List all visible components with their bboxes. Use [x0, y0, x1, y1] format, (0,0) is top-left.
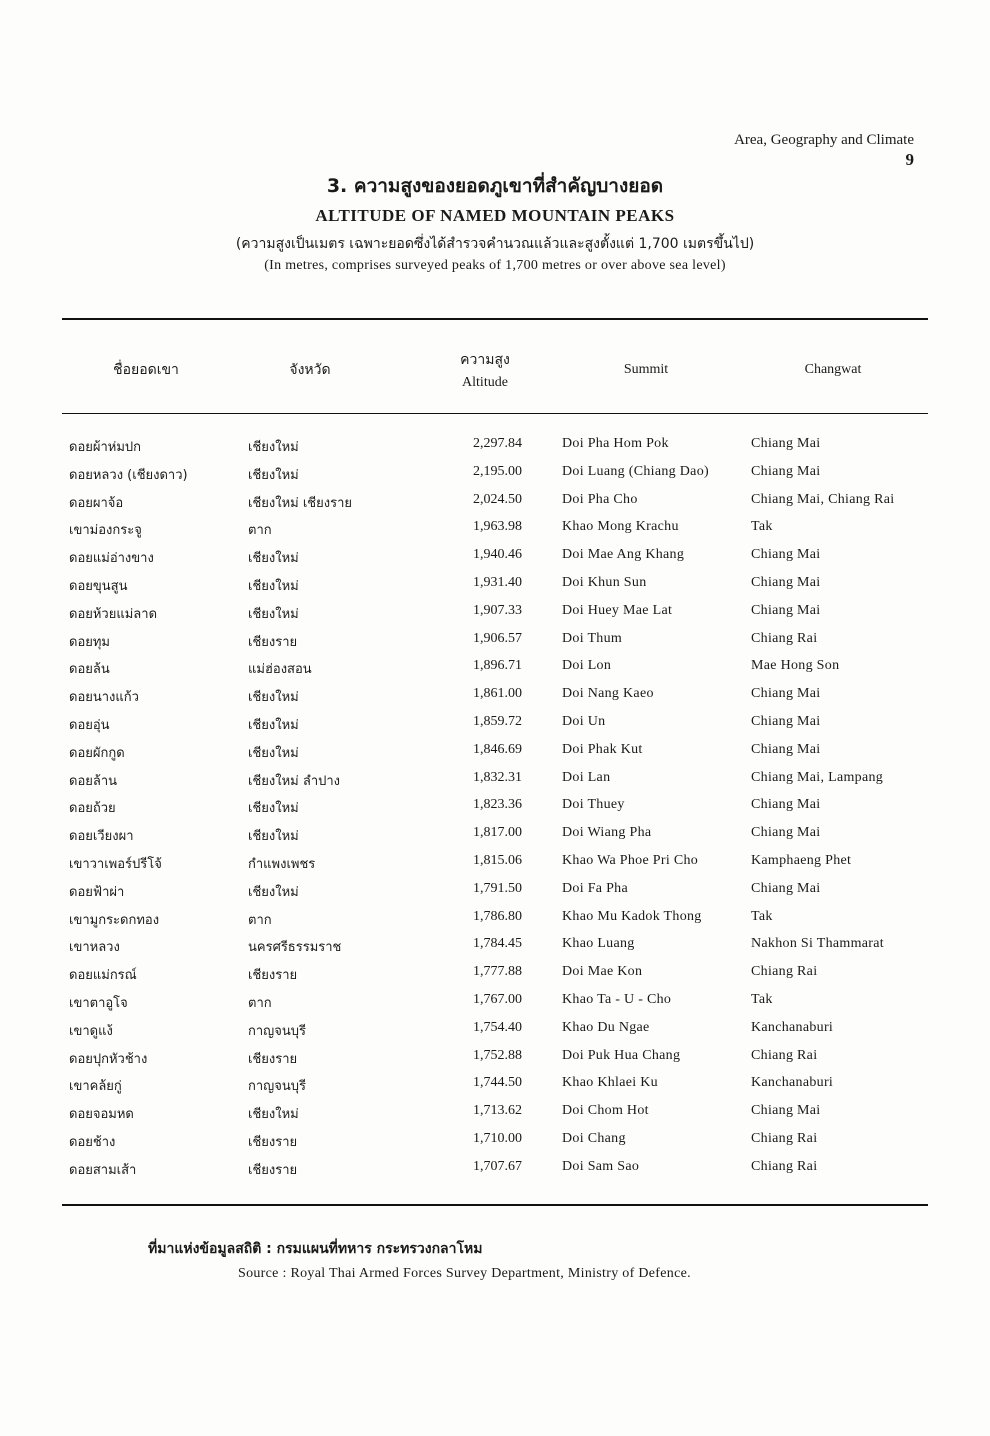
- changwat-name: Chiang Mai: [751, 602, 821, 618]
- changwat-name: Tak: [751, 908, 773, 924]
- summit-name: Doi Lon: [562, 658, 612, 674]
- altitude-value: 1,906.57: [473, 630, 522, 646]
- summit-name: Doi Chang: [562, 1130, 626, 1146]
- province-thai: เชียงราย: [248, 1134, 298, 1150]
- peak-name-thai: ดอยขุนสูน: [69, 578, 128, 594]
- table-subtitle-thai: (ความสูงเป็นเมตร เฉพาะยอดซึ่งได้สำรวจคำนวณแล้วและสูงตั้งแต่ 1,700 เมตรขึ้นไป): [235, 236, 755, 252]
- table-row: [0, 628, 990, 656]
- altitude-value: 1,710.00: [473, 1130, 522, 1146]
- section-title: Area, Geography and Climate: [734, 132, 914, 148]
- table-row: [0, 433, 990, 461]
- source-english: Source : Royal Thai Armed Forces Survey Department, Ministry of Defence.: [238, 1266, 691, 1281]
- source-thai: ที่มาแห่งข้อมูลสถิติ : กรมแผนที่ทหาร กระทรวงกลาโหม: [148, 1241, 483, 1257]
- peak-name-thai: ดอยทุม: [69, 634, 111, 650]
- province-thai: เชียงราย: [248, 1162, 298, 1178]
- summit-name: Doi Un: [562, 713, 606, 729]
- province-thai: เชียงใหม่: [248, 606, 299, 622]
- summit-name: Doi Mae Ang Khang: [562, 547, 685, 563]
- running-head: [734, 131, 914, 169]
- peak-name-thai: เขาม่องกระจู: [69, 523, 142, 539]
- altitude-value: 1,861.00: [473, 686, 522, 702]
- province-thai: เชียงใหม่: [248, 690, 299, 706]
- changwat-name: Chiang Rai: [751, 964, 818, 980]
- peak-name-thai: ดอยห้วยแม่ลาด: [69, 606, 158, 622]
- peak-name-thai: เขามูกระดกทอง: [69, 912, 160, 928]
- changwat-name: Kanchanaburi: [751, 1075, 834, 1091]
- summit-name: Doi Nang Kaeo: [562, 686, 654, 702]
- peak-name-thai: เขาตาอูโจ: [69, 995, 128, 1011]
- province-thai: ตาก: [248, 912, 272, 928]
- changwat-name: Chiang Mai: [751, 713, 821, 729]
- peak-name-thai: ดอยแม่กรณ์: [69, 968, 137, 984]
- changwat-name: Chiang Mai: [751, 436, 821, 451]
- summit-name: Khao Du Ngae: [562, 1019, 650, 1035]
- header-name-thai: ชื่อยอดเขา: [113, 362, 179, 378]
- table-row: [0, 767, 990, 795]
- province-thai: เชียงใหม่: [248, 884, 299, 900]
- peak-name-thai: ดอยฟ้าผ่า: [69, 884, 125, 900]
- changwat-name: Chiang Mai: [751, 547, 821, 563]
- summit-name: Khao Mong Krachu: [562, 519, 679, 535]
- table-row: [0, 544, 990, 572]
- changwat-name: Chiang Mai: [751, 686, 821, 702]
- changwat-name: Chiang Rai: [751, 1047, 818, 1063]
- table-row: [0, 1072, 990, 1100]
- province-thai: กาญจนบุรี: [248, 1023, 306, 1039]
- summit-name: Doi Thum: [562, 630, 623, 646]
- altitude-value: 1,931.40: [473, 574, 522, 590]
- summit-name: Doi Lan: [562, 769, 611, 785]
- table-bottom-rule: [62, 1204, 928, 1206]
- peak-name-thai: ดอยผาจ้อ: [69, 495, 124, 511]
- altitude-value: 1,786.80: [473, 908, 522, 924]
- province-thai: เชียงใหม่: [248, 467, 299, 483]
- summit-name: Doi Huey Mae Lat: [562, 602, 673, 618]
- province-thai: เชียงใหม่: [248, 717, 299, 733]
- peak-name-thai: ดอยล้าน: [69, 773, 118, 789]
- table-row: [0, 906, 990, 934]
- province-thai: เชียงใหม่: [248, 829, 299, 845]
- summit-name: Doi Chom Hot: [562, 1103, 649, 1119]
- table-title-thai: 3. ความสูงของยอดภูเขาที่สำคัญบางยอด: [326, 175, 664, 197]
- peak-name-thai: ดอยถ้วย: [69, 801, 116, 817]
- peak-name-thai: เขาคล้ยกู่: [69, 1079, 122, 1095]
- header-altitude-english: Altitude: [462, 375, 508, 390]
- peak-name-thai: ดอยปุกหัวช้าง: [69, 1051, 148, 1067]
- changwat-name: Kamphaeng Phet: [751, 852, 852, 868]
- summit-name: Doi Fa Pha: [562, 880, 628, 896]
- changwat-name: Nakhon Si Thammarat: [751, 936, 884, 952]
- altitude-value: 2,024.50: [473, 491, 522, 507]
- altitude-value: 1,907.33: [473, 602, 522, 618]
- table-row: [0, 711, 990, 739]
- peak-name-thai: ดอยจอมหด: [69, 1107, 134, 1123]
- altitude-value: 1,784.45: [473, 936, 522, 952]
- peak-name-thai: เขาวาเพอร์ปรีโจ้: [69, 856, 162, 872]
- table-header-rule: [62, 413, 928, 414]
- province-thai: ตาก: [248, 995, 272, 1011]
- summit-name: Doi Thuey: [562, 797, 625, 813]
- summit-name: Doi Phak Kut: [562, 741, 643, 757]
- altitude-value: 1,846.69: [473, 741, 522, 757]
- province-thai: นครศรีธรรมราช: [248, 940, 342, 956]
- changwat-name: Chiang Mai: [751, 880, 821, 896]
- altitude-value: 1,896.71: [473, 658, 522, 674]
- changwat-name: Chiang Mai, Lampang: [751, 769, 884, 785]
- province-thai: เชียงใหม่: [248, 801, 299, 817]
- table-row: [0, 933, 990, 961]
- province-thai: เชียงใหม่ เชียงราย: [248, 495, 352, 511]
- changwat-name: Chiang Mai: [751, 463, 821, 479]
- altitude-value: 1,744.50: [473, 1075, 522, 1091]
- summit-name: Doi Sam Sao: [562, 1158, 640, 1174]
- province-thai: เชียงราย: [248, 1051, 298, 1067]
- province-thai: เชียงใหม่: [248, 551, 299, 567]
- changwat-name: Chiang Mai: [751, 825, 821, 841]
- peak-name-thai: ดอยอุ่น: [69, 717, 110, 733]
- header-altitude: [440, 340, 530, 400]
- summit-name: Khao Khlaei Ku: [562, 1075, 658, 1091]
- altitude-value: 1,791.50: [473, 880, 522, 896]
- table-row: [0, 1128, 990, 1156]
- table-row: [0, 1100, 990, 1128]
- altitude-value: 1,963.98: [473, 519, 522, 535]
- table-row: [0, 1156, 990, 1184]
- changwat-name: Chiang Rai: [751, 1158, 818, 1174]
- summit-name: Doi Puk Hua Chang: [562, 1047, 681, 1063]
- summit-name: Doi Pha Hom Pok: [562, 436, 669, 451]
- province-thai: กำแพงเพชร: [248, 856, 316, 872]
- changwat-name: Chiang Rai: [751, 1130, 818, 1146]
- header-summit: Summit: [623, 362, 669, 377]
- table-row: [0, 572, 990, 600]
- altitude-value: 1,859.72: [473, 713, 522, 729]
- altitude-value: 1,713.62: [473, 1103, 522, 1119]
- altitude-value: 1,823.36: [473, 797, 522, 813]
- table-row: [0, 516, 990, 544]
- province-thai: เชียงใหม่: [248, 578, 299, 594]
- altitude-value: 1,940.46: [473, 547, 522, 563]
- peak-name-thai: เขาดูแง้: [69, 1023, 113, 1039]
- peak-name-thai: ดอยสามเส้า: [69, 1162, 137, 1178]
- altitude-value: 2,195.00: [473, 463, 522, 479]
- summit-name: Khao Mu Kadok Thong: [562, 908, 702, 924]
- changwat-name: Tak: [751, 519, 773, 535]
- province-thai: เชียงราย: [248, 634, 298, 650]
- mountain-peaks-table: [0, 433, 990, 1184]
- province-thai: เชียงราย: [248, 968, 298, 984]
- province-thai: เชียงใหม่: [248, 1107, 299, 1123]
- changwat-name: Chiang Mai: [751, 574, 821, 590]
- province-thai: เชียงใหม่ ลำปาง: [248, 773, 341, 789]
- peak-name-thai: ดอยหลวง (เชียงดาว): [69, 467, 188, 483]
- peak-name-thai: ดอยล้น: [69, 662, 110, 678]
- changwat-name: Kanchanaburi: [751, 1019, 834, 1035]
- province-thai: แม่ฮ่องสอน: [248, 662, 312, 678]
- changwat-name: Chiang Rai: [751, 630, 818, 646]
- altitude-value: 1,832.31: [473, 769, 522, 785]
- peak-name-thai: ดอยนางแก้ว: [69, 690, 139, 706]
- table-row: [0, 989, 990, 1017]
- page-number: 9: [905, 150, 914, 169]
- changwat-name: Chiang Mai: [751, 1103, 821, 1119]
- table-row: [0, 600, 990, 628]
- peak-name-thai: ดอยเวียงผา: [69, 829, 134, 845]
- province-thai: เชียงใหม่: [248, 440, 299, 455]
- summit-name: Doi Pha Cho: [562, 491, 638, 507]
- peak-name-thai: เขาหลวง: [69, 940, 120, 956]
- changwat-name: Chiang Mai, Chiang Rai: [751, 491, 895, 507]
- header-changwat: Changwat: [804, 362, 862, 377]
- altitude-value: 1,777.88: [473, 964, 522, 980]
- changwat-name: Chiang Mai: [751, 797, 821, 813]
- altitude-value: 1,752.88: [473, 1047, 522, 1063]
- peak-name-thai: ดอยแม่อ่างขาง: [69, 551, 154, 567]
- table-subtitle-english: (In metres, comprises surveyed peaks of 1,700 metres or over above sea level): [264, 258, 726, 273]
- table-row: [0, 961, 990, 989]
- summit-name: Khao Luang: [562, 936, 635, 952]
- altitude-value: 1,707.67: [473, 1158, 522, 1174]
- province-thai: กาญจนบุรี: [248, 1079, 306, 1095]
- table-row: [0, 878, 990, 906]
- summit-name: Doi Luang (Chiang Dao): [562, 463, 709, 479]
- altitude-value: 2,297.84: [473, 436, 522, 451]
- peak-name-thai: ดอยผักกูด: [69, 745, 125, 761]
- table-row: [0, 850, 990, 878]
- table-row: [0, 655, 990, 683]
- table-row: [0, 822, 990, 850]
- summit-name: Doi Wiang Pha: [562, 825, 652, 841]
- province-thai: เชียงใหม่: [248, 745, 299, 761]
- summit-name: Khao Wa Phoe Pri Cho: [562, 852, 699, 868]
- altitude-value: 1,817.00: [473, 825, 522, 841]
- table-row: [0, 683, 990, 711]
- table-row: [0, 794, 990, 822]
- province-thai: ตาก: [248, 523, 272, 539]
- table-row: [0, 489, 990, 517]
- header-province-thai: จังหวัด: [289, 362, 331, 378]
- table-top-rule: [62, 318, 928, 320]
- changwat-name: Mae Hong Son: [751, 658, 840, 674]
- summit-name: Khao Ta - U - Cho: [562, 991, 672, 1007]
- altitude-value: 1,767.00: [473, 991, 522, 1007]
- table-row: [0, 739, 990, 767]
- header-altitude-thai: ความสูง: [460, 352, 510, 368]
- changwat-name: Tak: [751, 991, 773, 1007]
- table-title-english: ALTITUDE OF NAMED MOUNTAIN PEAKS: [315, 206, 675, 225]
- changwat-name: Chiang Mai: [751, 741, 821, 757]
- table-row: [0, 461, 990, 489]
- table-title-block: [0, 172, 990, 276]
- peak-name-thai: ดอยช้าง: [69, 1134, 116, 1150]
- table-row: [0, 1017, 990, 1045]
- peak-name-thai: ดอยผ้าห่มปก: [69, 440, 142, 455]
- summit-name: Doi Khun Sun: [562, 574, 647, 590]
- altitude-value: 1,754.40: [473, 1019, 522, 1035]
- summit-name: Doi Mae Kon: [562, 964, 643, 980]
- table-row: [0, 1045, 990, 1073]
- altitude-value: 1,815.06: [473, 852, 522, 868]
